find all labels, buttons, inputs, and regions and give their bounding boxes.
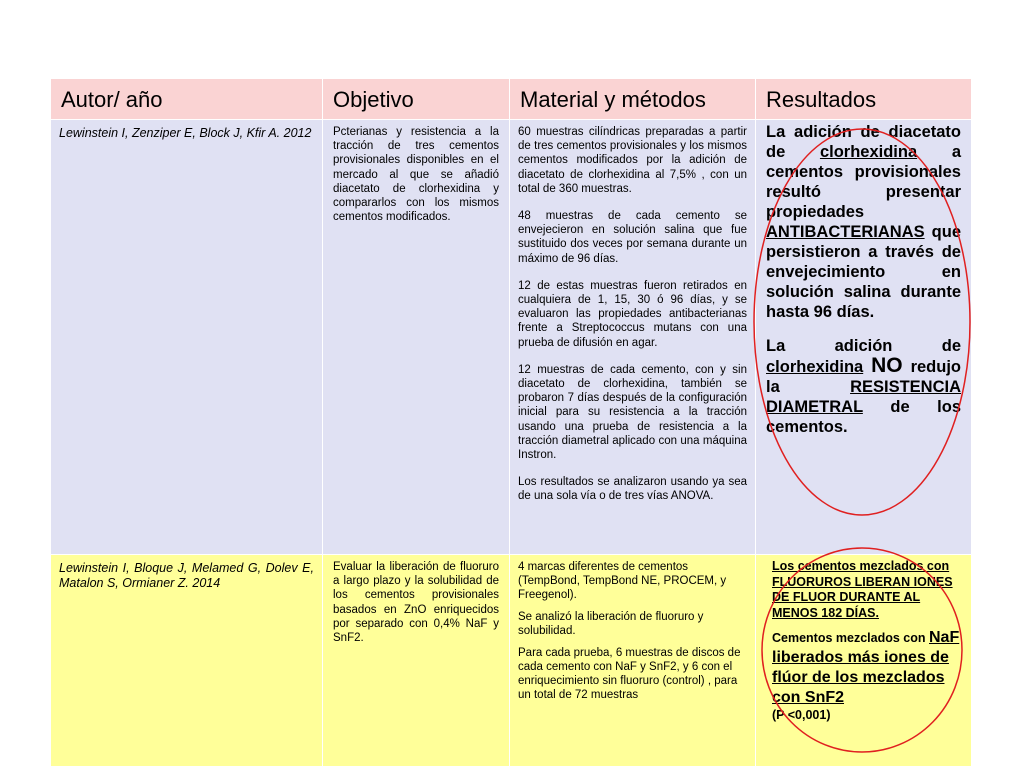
row1-author: Lewinstein I, Zenziper E, Block J, Kfir A. 2012 <box>51 120 323 555</box>
result-text: La adición de diacetato de <box>766 123 961 161</box>
row1-method-item: 12 de estas muestras fueron retirados en cualquiera de 1, 15, 30 ó 96 días, y se evaluaron las propiedades antibacterianas frente a Streptococcus mutans con una prueba de difusión en agar. <box>518 279 747 349</box>
row1-method-item: 12 muestras de cada cemento, con y sin diacetato de clorhexidina, también se probaron 7 días después de la configuración inicial para su resistencia a la tracción usando una prueba de resistencia a la tracción diametral aplicado con una máquina Instron. <box>518 363 747 462</box>
result-emphasis: clorhexidina <box>766 358 864 376</box>
row1-result-2 <box>766 336 961 437</box>
row1-results <box>756 120 972 555</box>
row2-result-1: Los cementos mezclados con FLUORUROS LIBERAN IONES DE FLUOR DURANTE AL MENOS 182 DÍAS. <box>772 559 953 620</box>
result-emphasis: NaF liberados más iones de flúor de los mezclados con SnF2 <box>772 629 960 706</box>
result-emphasis: clorhexidina <box>819 143 918 161</box>
row2-method-item: 4 marcas diferentes de cementos (TempBond, TempBond NE, PROCEM, y Freegenol). <box>518 561 727 601</box>
row1-methods <box>510 120 756 555</box>
result-text: a cementos provisionales resultó presentar propiedades <box>766 143 961 221</box>
table-header-row <box>51 79 972 120</box>
row1-method-item: 48 muestras de cada cemento se envejecieron en solución salina que fue sustituido dos veces por semana durante un máximo de 96 días. <box>518 210 747 265</box>
header-objective: Objetivo <box>323 79 510 120</box>
row2-method-item: Se analizó la liberación de fluoruro y solubilidad. <box>518 611 704 637</box>
row2-method-item: Para cada prueba, 6 muestras de discos de cada cemento con NaF y SnF2, y 6 con el enriquecimiento sin fluoruro (control) , para un total de 72 muestras <box>518 647 741 701</box>
row1-method-item: Los resultados se analizaron usando ya sea de una sola vía o de tres vías ANOVA. <box>518 476 747 503</box>
review-table <box>50 78 972 767</box>
result-text: Cementos mezclados con <box>772 631 929 645</box>
table-row <box>51 120 972 555</box>
row2-result-2 <box>772 628 961 724</box>
row2-objective: Evaluar la liberación de fluoruro a largo plazo y la solubilidad de los cementos provisionales basados en ZnO enriquecidos por separado con 0,4% NaF y SnF2. <box>323 555 510 767</box>
row2-author: Lewinstein I, Bloque J, Melamed G, Dolev E, Matalon S, Ormianer Z. 2014 <box>51 555 323 767</box>
result-text <box>863 358 871 376</box>
row1-result-1 <box>766 122 961 322</box>
row1-objective: Pcterianas y resistencia a la tracción de tres cementos provisionales disponibles en el mercado al que se añadió diacetato de clorhexidina y compararlos con los mismos cementos modificados. <box>323 120 510 555</box>
header-author: Autor/ año <box>51 79 323 120</box>
row2-methods <box>510 555 756 767</box>
result-text: que persistieron a través de envejecimiento en solución salina durante hasta 96 días. <box>766 223 961 321</box>
result-emphasis-no: NO <box>871 354 903 377</box>
p-value: (P <0,001) <box>772 708 831 722</box>
row1-method-item: 60 muestras cilíndricas preparadas a partir de tres cementos provisionales y los mismos cementos modificados por la adición de diacetato de clorhexidina al 7,5% , con un total de 360 muestras. <box>518 126 747 195</box>
result-emphasis: RESISTENCIA DIAMETRAL <box>766 378 961 416</box>
header-methods: Material y métodos <box>510 79 756 120</box>
result-text: redujo la <box>766 358 961 396</box>
result-text: de los cementos. <box>766 398 961 436</box>
result-emphasis: ANTIBACTERIANAS <box>766 223 925 241</box>
table-row <box>51 555 972 767</box>
header-results: Resultados <box>756 79 972 120</box>
result-text: La adición de <box>766 337 961 355</box>
row2-results <box>756 555 972 767</box>
